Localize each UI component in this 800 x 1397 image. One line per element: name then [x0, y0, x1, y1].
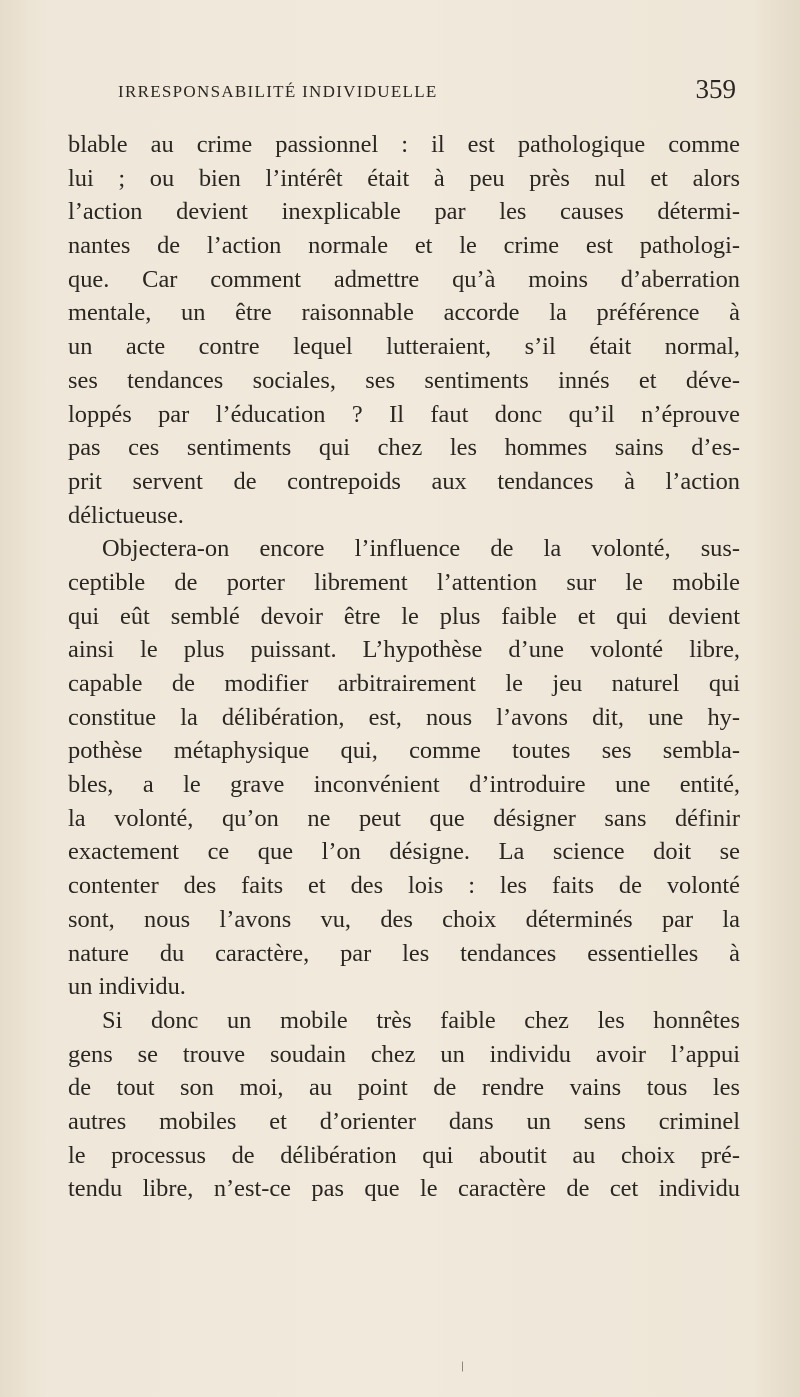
text-line: nantes de l’action normale et le crime est pathologi-	[68, 232, 740, 260]
text-line: mentale, un être raisonnable accorde la préférence à	[68, 299, 740, 327]
text-line: un acte contre lequel lutteraient, s’il était normal,	[68, 333, 740, 361]
text-line: la volonté, qu’on ne peut que désigner sans définir	[68, 804, 740, 832]
text-line: pothèse métaphysique qui, comme toutes ses sembla-	[68, 737, 740, 765]
text-line: autres mobiles et d’orienter dans un sens criminel	[68, 1107, 740, 1135]
text-line: sont, nous l’avons vu, des choix déterminés par la	[68, 905, 740, 933]
text-line: le processus de délibération qui aboutit au choix pré-	[68, 1141, 740, 1169]
text-line: ainsi le plus puissant. L’hypothèse d’une volonté libre,	[68, 636, 740, 664]
text-line: Si donc un mobile très faible chez les honnêtes	[102, 1006, 740, 1034]
text-line: nature du caractère, par les tendances essentielles à	[68, 939, 740, 967]
text-line: ses tendances sociales, ses sentiments innés et déve-	[68, 366, 740, 394]
page-header	[118, 74, 740, 110]
text-line: bles, a le grave inconvénient d’introduire une entité,	[68, 771, 740, 799]
text-line: loppés par l’éducation ? Il faut donc qu’il n’éprouve	[68, 400, 740, 428]
text-line: délictueuse.	[68, 501, 184, 529]
text-line: tendu libre, n’est-ce pas que le caractère de cet individu	[68, 1175, 740, 1203]
page-number: 359	[695, 74, 736, 104]
text-line: ceptible de porter librement l’attention sur le mobile	[68, 568, 740, 596]
text-line: constitue la délibération, est, nous l’avons dit, une hy-	[68, 703, 740, 731]
text-line: capable de modifier arbitrairement le jeu naturel qui	[68, 670, 740, 697]
text-line: de tout son moi, au point de rendre vains tous les	[68, 1074, 740, 1102]
text-line: un individu.	[68, 973, 186, 1001]
text-line: lui ; ou bien l’intérêt était à peu près nul et alors	[68, 164, 740, 192]
text-line: pas ces sentiments qui chez les hommes sains d’es-	[68, 434, 740, 462]
text-line: exactement ce que l’on désigne. La science doit se	[68, 838, 740, 866]
text-line: l’action devient inexplicable par les causes détermi-	[68, 198, 740, 226]
text-line: qui eût semblé devoir être le plus faible et qui devient	[68, 602, 740, 630]
text-line: que. Car comment admettre qu’à moins d’aberration	[68, 265, 740, 293]
text-line: Objectera-on encore l’influence de la volonté, sus-	[102, 535, 740, 563]
running-title: IRRESPONSABILITÉ INDIVIDUELLE	[118, 82, 438, 101]
text-line: prit servent de contrepoids aux tendances à l’action	[68, 467, 740, 495]
text-line: blable au crime passionnel : il est pathologique comme	[68, 131, 740, 158]
body-text	[68, 128, 740, 1206]
text-line: gens se trouve soudain chez un individu avoir l’appui	[68, 1040, 740, 1068]
text-line: contenter des faits et des lois : les faits de volonté	[68, 872, 740, 900]
footer-mark: \	[457, 1359, 467, 1376]
